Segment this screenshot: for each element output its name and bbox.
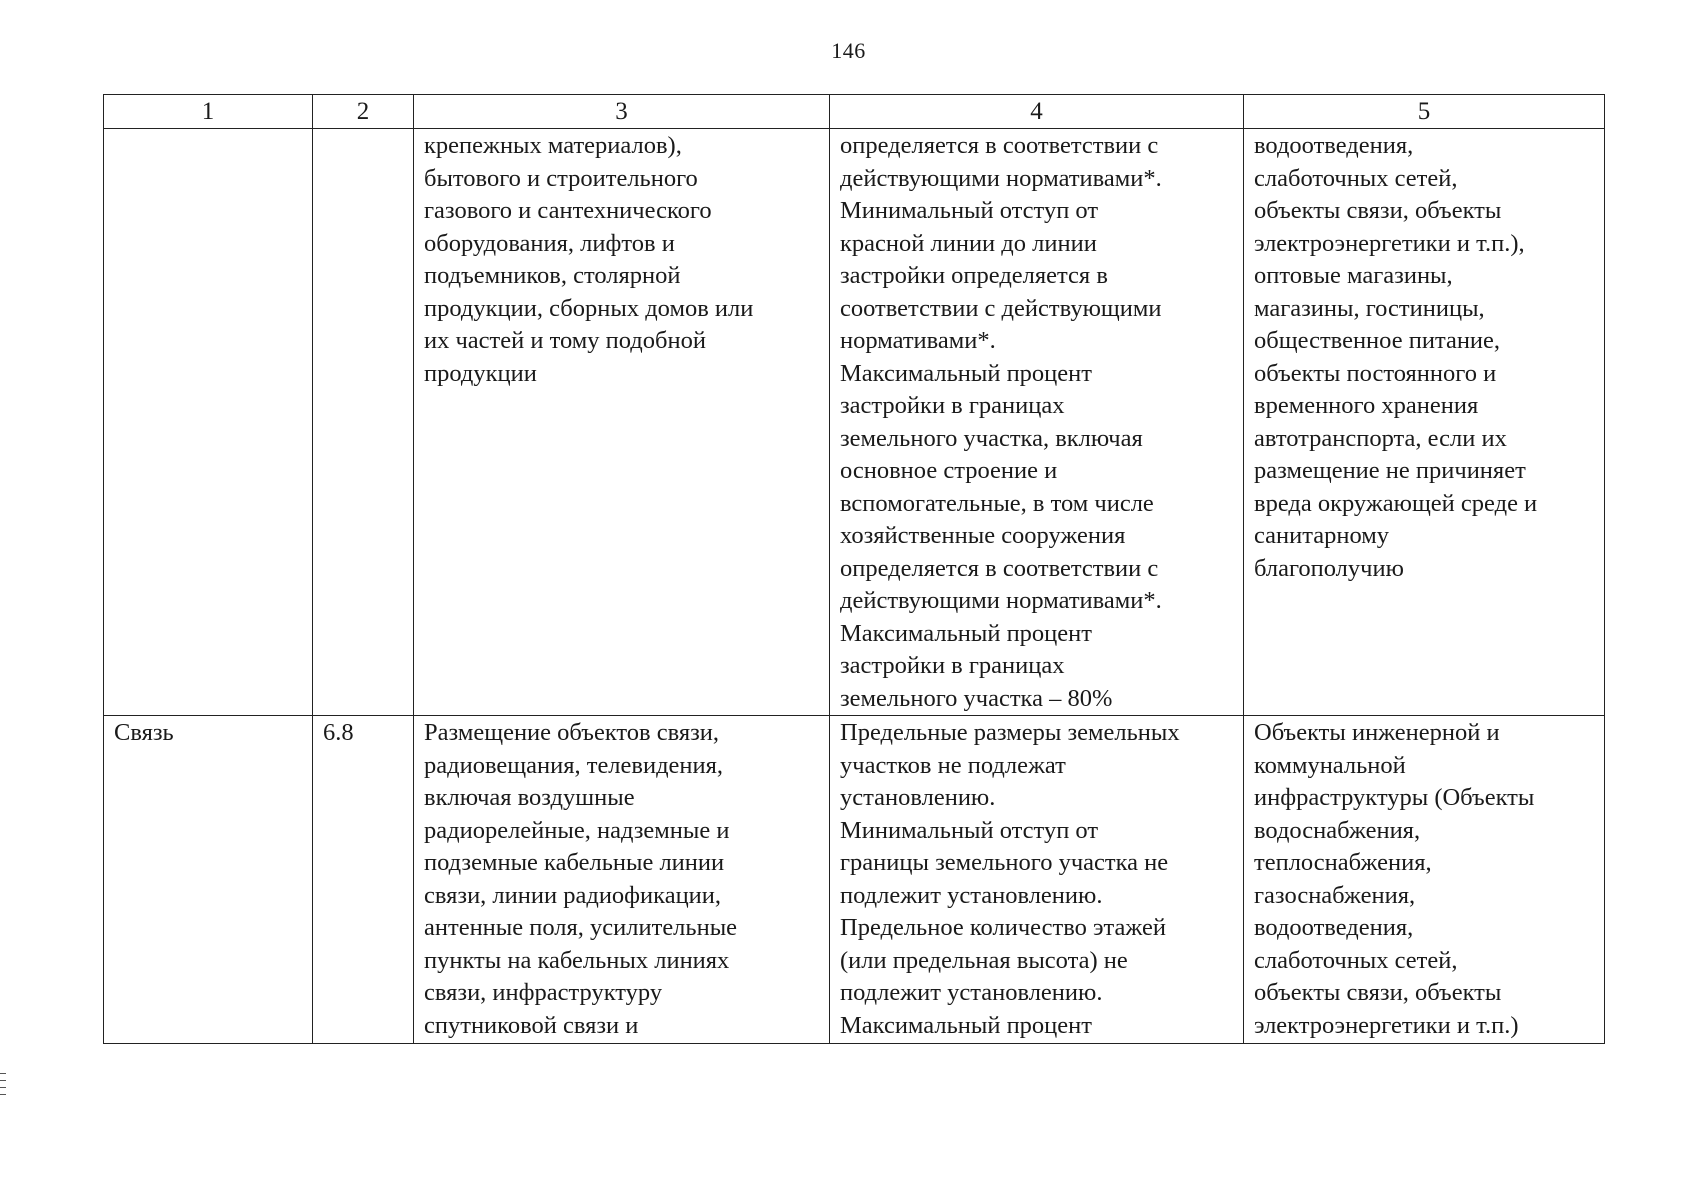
cell-description — [414, 716, 830, 1044]
cell-text-line: оборудования, лифтов и — [424, 229, 675, 257]
cell-text-line: Предельные размеры земельных — [840, 719, 1180, 746]
cell-text-line: размещение не причиняет — [1254, 457, 1526, 484]
cell-text-line: благополучию — [1254, 554, 1404, 582]
cell-text-line: объекты связи, объекты — [1254, 979, 1502, 1006]
cell-use-type — [104, 129, 313, 716]
table-header — [104, 95, 1605, 129]
cell-text-line: основное строение и — [840, 457, 1058, 484]
cell-text-line: водоотведения, — [1254, 132, 1414, 159]
table-body — [104, 129, 1605, 1044]
cell-text-line: электроэнергетики и т.п.), — [1254, 229, 1525, 257]
cell-text-line: действующими нормативами*. — [840, 164, 1162, 192]
column-header-5: 5 — [1244, 95, 1605, 129]
cell-text-line: подъемников, столярной — [424, 262, 681, 289]
cell-text-line: связи, инфраструктуру — [424, 979, 663, 1006]
cell-text-line: Минимальный отступ от — [840, 197, 1099, 224]
cell-text-line: спутниковой связи и — [424, 1011, 639, 1039]
cell-text-line: Предельное количество этажей — [840, 914, 1166, 941]
cell-text-line: вспомогательные, в том числе — [840, 489, 1154, 517]
cell-text-line: границы земельного участка не — [840, 849, 1169, 876]
cell-text-line: коммунальной — [1254, 751, 1406, 779]
cell-text-line: нормативами*. — [840, 327, 996, 354]
cell-text-line: автотранспорта, если их — [1254, 424, 1507, 452]
cell-auxiliary-uses — [1244, 129, 1605, 716]
page-number: 146 — [831, 38, 866, 63]
cell-text-line: Максимальный процент — [840, 359, 1092, 387]
cell-text-line: оптовые магазины, — [1254, 262, 1453, 289]
cell-text-line: застройки в границах — [840, 392, 1065, 419]
cell-text-line: подземные кабельные линии — [424, 849, 725, 876]
cell-text-line: газоснабжения, — [1254, 881, 1416, 909]
table-row — [104, 129, 1605, 716]
column-header-4: 4 — [830, 95, 1244, 129]
cell-text-line: временного хранения — [1254, 392, 1479, 419]
cell-text-line: земельного участка – 80% — [840, 684, 1113, 712]
cell-text-line: Максимальный процент — [840, 619, 1092, 647]
cell-text-line: Размещение объектов связи, — [424, 719, 720, 746]
cell-text-line: действующими нормативами*. — [840, 587, 1162, 614]
cell-text-line: красной линии до линии — [840, 229, 1097, 257]
table-row — [104, 716, 1605, 1044]
cell-text-line: объекты постоянного и — [1254, 359, 1497, 387]
cell-text-line: магазины, гостиницы, — [1254, 294, 1485, 322]
cell-text-line: объекты связи, объекты — [1254, 197, 1502, 224]
column-header-3: 3 — [414, 95, 830, 129]
cell-text-line: хозяйственные сооружения — [840, 522, 1126, 549]
cell-use-type — [104, 716, 313, 1044]
cell-text-line: радиорелейные, надземные и — [424, 816, 730, 844]
cell-parameters — [830, 129, 1244, 716]
cell-text-line: инфраструктуры (Объекты — [1254, 784, 1535, 811]
cell-code — [313, 129, 414, 716]
cell-description — [414, 129, 830, 716]
cell-text-line: Объекты инженерной и — [1254, 719, 1500, 746]
header-row — [104, 95, 1605, 129]
cell-code — [313, 716, 414, 1044]
cell-text-line: водоотведения, — [1254, 914, 1414, 941]
cell-text-line: крепежных материалов), — [424, 132, 682, 159]
cell-text-line: участков не подлежат — [840, 751, 1066, 779]
cell-text-line: связи, линии радиофикации, — [424, 881, 722, 909]
cell-text-line: включая воздушные — [424, 784, 635, 811]
cell-text-line: застройки определяется в — [840, 262, 1108, 289]
cell-text-line: газового и сантехнического — [424, 197, 712, 224]
cell-text-line: земельного участка, включая — [840, 424, 1143, 452]
cell-text-line: их частей и тому подобной — [424, 327, 706, 354]
cell-text-line: определяется в соответствии с — [840, 132, 1159, 159]
cell-text-line: Минимальный отступ от — [840, 816, 1099, 844]
cell-text-line: электроэнергетики и т.п.) — [1254, 1011, 1519, 1039]
cell-text-line: бытового и строительного — [424, 164, 698, 192]
cell-text-line: пункты на кабельных линиях — [424, 946, 730, 974]
cell-text-line: подлежит установлению. — [840, 979, 1103, 1006]
cell-auxiliary-uses — [1244, 716, 1605, 1044]
cell-text-line: общественное питание, — [1254, 327, 1501, 354]
cell-text-line: продукции — [424, 359, 537, 387]
column-header-2: 2 — [313, 95, 414, 129]
column-header-1: 1 — [104, 95, 313, 129]
cell-text-line: соответствии с действующими — [840, 294, 1162, 322]
cell-text-line: вреда окружающей среде и — [1254, 489, 1538, 517]
cell-text-line: теплоснабжения, — [1254, 849, 1432, 876]
cell-text-line: слаботочных сетей, — [1254, 164, 1458, 192]
cell-text-line: Максимальный процент — [840, 1011, 1092, 1039]
cell-text-line: Связь — [114, 719, 174, 746]
cell-parameters — [830, 716, 1244, 1044]
cell-text-line: антенные поля, усилительные — [424, 914, 738, 941]
cell-text-line: 6.8 — [323, 719, 354, 746]
document-table — [103, 94, 1605, 1044]
cell-text-line: продукции, сборных домов или — [424, 294, 754, 322]
cell-text-line: определяется в соответствии с — [840, 554, 1159, 582]
cell-text-line: подлежит установлению. — [840, 881, 1103, 909]
cell-text-line: слаботочных сетей, — [1254, 946, 1458, 974]
cell-text-line: застройки в границах — [840, 652, 1065, 679]
cell-text-line: установлению. — [840, 784, 996, 811]
cell-text-line: санитарному — [1254, 522, 1390, 549]
margin-scan-mark — [0, 1073, 6, 1101]
cell-text-line: (или предельная высота) не — [840, 946, 1128, 974]
cell-text-line: радиовещания, телевидения, — [424, 751, 724, 779]
cell-text-line: водоснабжения, — [1254, 816, 1421, 844]
